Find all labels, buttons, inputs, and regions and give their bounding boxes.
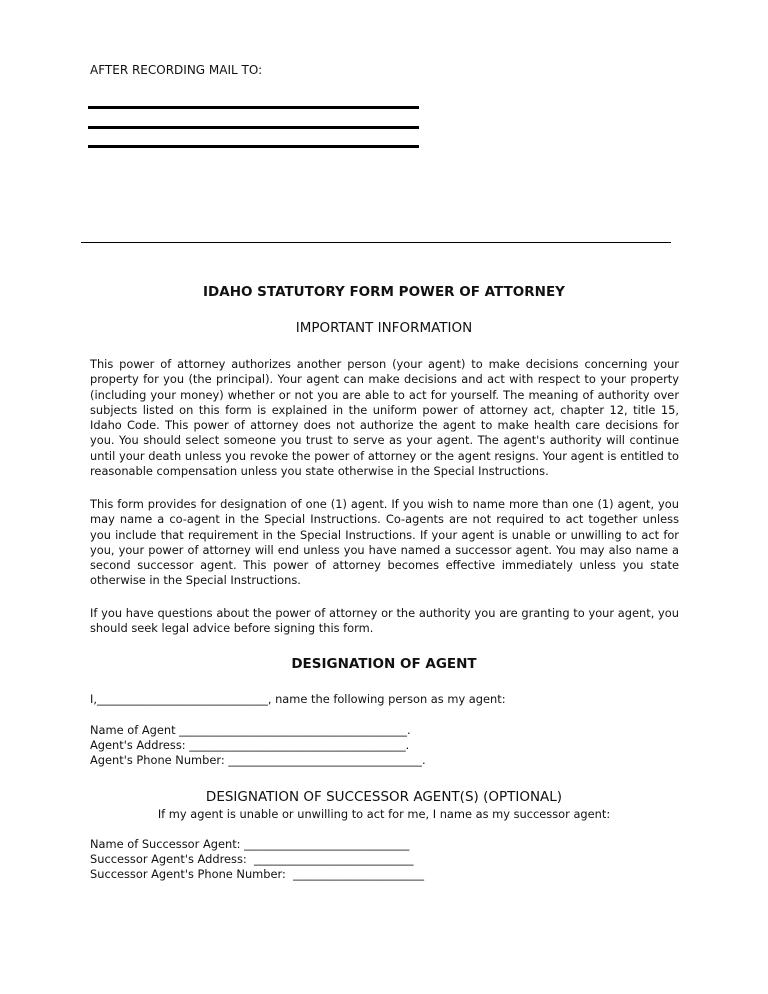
successor-heading: DESIGNATION OF SUCCESSOR AGENT(S) (OPTIONAL) bbox=[205, 789, 563, 805]
designation-heading: DESIGNATION OF AGENT bbox=[291, 656, 477, 672]
principal-name-line: I,______________________________, name the following person as my agent: bbox=[90, 692, 506, 706]
info-paragraph-3: If you have questions about the power of attorney or the authority you are granting to your agent, you should seek legal advice before signing this form. bbox=[90, 606, 679, 636]
form-title: IDAHO STATUTORY FORM POWER OF ATTORNEY bbox=[203, 284, 565, 300]
successor-name-line: Name of Successor Agent: _____________________________ bbox=[90, 837, 410, 851]
mail-to-label: AFTER RECORDING MAIL TO: bbox=[90, 63, 263, 77]
address-line-1 bbox=[88, 106, 419, 109]
successor-address-line: Successor Agent's Address: ____________________________ bbox=[90, 852, 414, 866]
info-paragraph-2: This form provides for designation of one (1) agent. If you wish to name more than one (1) agent, you may name a co-agent in the Special Instructions. Co-agents are not required to act together unless you include that requirement in the Special Instructions. If your agent is unable or unwilling to act for you, your power of attorney will end unless you have named a successor agent. You may also name a second successor agent. This power of attorney becomes effective immediately unless you state otherwise in the Special Instructions. bbox=[90, 497, 679, 588]
recording-separator bbox=[81, 242, 671, 243]
agent-address-line: Agent's Address: ______________________________________. bbox=[90, 738, 410, 752]
address-line-2 bbox=[88, 126, 419, 129]
agent-name-line: Name of Agent ________________________________________. bbox=[90, 723, 411, 737]
agent-phone-line: Agent's Phone Number: __________________________________. bbox=[90, 753, 426, 767]
successor-phone-line: Successor Agent's Phone Number: _______________________ bbox=[90, 867, 425, 881]
successor-intro: If my agent is unable or unwilling to act for me, I name as my successor agent: bbox=[157, 807, 611, 821]
info-paragraph-1: This power of attorney authorizes another person (your agent) to make decisions concerning your property for you (the principal). Your agent can make decisions and act with respect to your property (including your money) whether or not you are able to act for yourself. The meaning of authority over subjects listed on this form is explained in the uniform power of attorney act, chapter 12, title 15, Idaho Code. This power of attorney does not authorize the agent to make health care decisions for you. You should select someone you trust to serve as your agent. The agent's authority will continue until your death unless you revoke the power of attorney or the agent resigns. Your agent is entitled to reasonable compensation unless you state otherwise in the Special Instructions. bbox=[90, 357, 679, 479]
form-subtitle: IMPORTANT INFORMATION bbox=[295, 320, 473, 336]
address-line-3 bbox=[88, 145, 419, 148]
